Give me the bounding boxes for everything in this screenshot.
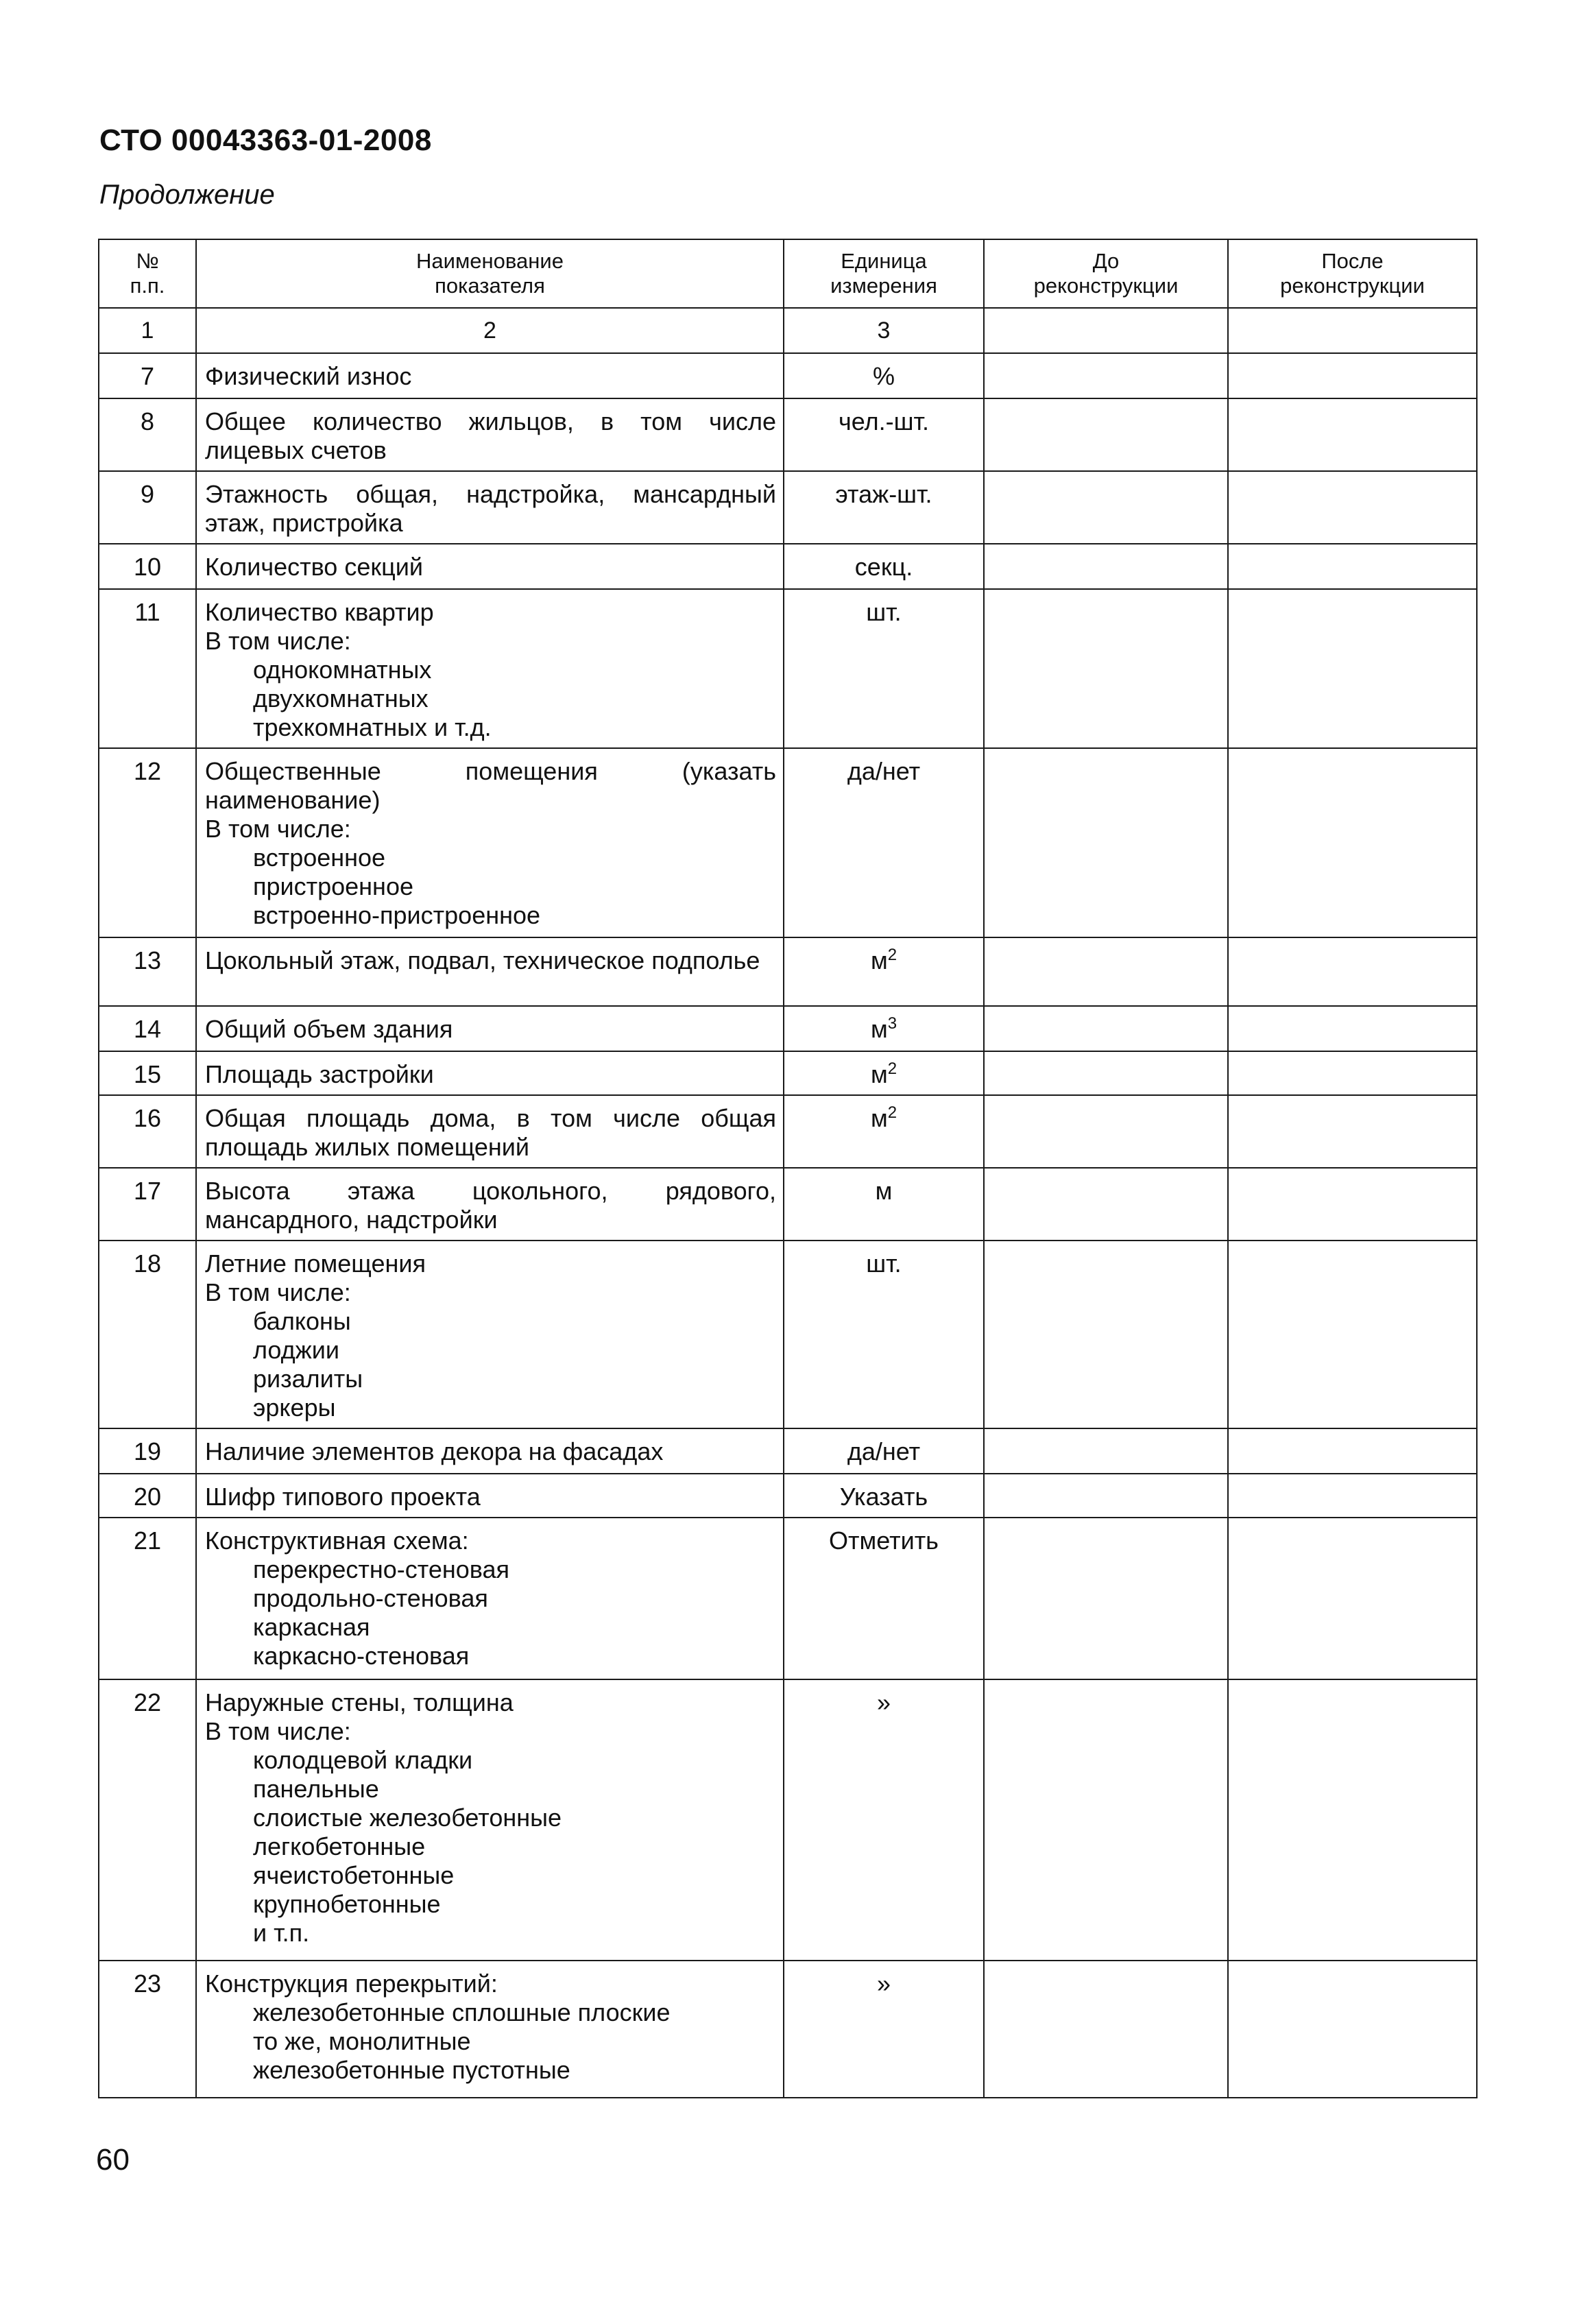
header-indicator-name: Наименование показателя (196, 239, 784, 308)
row-number: 11 (99, 589, 196, 748)
row-unit (784, 398, 984, 471)
unit-text: » (876, 1688, 891, 1716)
indicator-text: Конструкция перекрытий: (205, 1969, 498, 1998)
row-unit (784, 353, 984, 398)
row-unit (784, 1474, 984, 1518)
row-indicator-name (196, 353, 784, 398)
indicator-text: Физический износ (205, 362, 412, 390)
row-number: 22 (99, 1679, 196, 1961)
row-unit (784, 544, 984, 589)
sub-item: легкобетонные (253, 1832, 426, 1860)
value-before-reconstruction (984, 1474, 1228, 1518)
value-before-reconstruction (984, 398, 1228, 471)
unit-exponent: 2 (887, 1059, 897, 1078)
sub-item: то же, монолитные (253, 2027, 471, 2055)
unit-text: Отметить (829, 1526, 939, 1555)
table-row (99, 937, 1477, 1006)
value-before-reconstruction (984, 1518, 1228, 1679)
sub-item: двухкомнатных (253, 684, 429, 712)
row-unit (784, 589, 984, 748)
row-indicator-name (196, 1095, 784, 1168)
unit-text: м (870, 946, 888, 974)
unit-text: м (870, 1104, 888, 1132)
header-after-reconstruction: После реконструкции (1228, 239, 1477, 308)
sub-item: встроенно-пристроенное (253, 901, 541, 929)
value-after-reconstruction (1228, 353, 1477, 398)
value-after-reconstruction (1228, 1241, 1477, 1428)
column-number: 3 (784, 308, 984, 353)
sub-item: перекрестно-стеновая (253, 1555, 509, 1583)
value-after-reconstruction (1228, 748, 1477, 937)
continuation-label: Продолжение (99, 180, 275, 210)
sub-item: железобетонные пустотные (253, 2056, 570, 2084)
value-before-reconstruction (984, 353, 1228, 398)
sub-item: панельные (253, 1775, 379, 1803)
table-row (99, 398, 1477, 471)
indicator-text: Общий объем здания (205, 1015, 453, 1043)
row-number: 19 (99, 1428, 196, 1474)
sub-item: эркеры (253, 1393, 336, 1422)
unit-text: чел.-шт. (839, 407, 929, 435)
unit-text: да/нет (847, 1437, 921, 1465)
header-number: № п.п. (99, 239, 196, 308)
row-unit (784, 748, 984, 937)
value-after-reconstruction (1228, 471, 1477, 544)
row-indicator-name (196, 471, 784, 544)
row-indicator-name (196, 1051, 784, 1095)
table-row (99, 1428, 1477, 1474)
unit-text: шт. (866, 598, 902, 626)
row-number: 13 (99, 937, 196, 1006)
column-number (1228, 308, 1477, 353)
value-after-reconstruction (1228, 1679, 1477, 1961)
sub-item: слоистые железобетонные (253, 1804, 562, 1832)
sub-item: каркасная (253, 1613, 370, 1641)
row-indicator-name (196, 589, 784, 748)
row-unit (784, 1679, 984, 1961)
indicator-text: Общественные помещения (указать наименование) В том числе: (205, 757, 776, 843)
sub-item: однокомнатных (253, 656, 432, 684)
row-indicator-name (196, 544, 784, 589)
table-row (99, 1168, 1477, 1241)
row-indicator-name (196, 937, 784, 1006)
unit-text: м (875, 1177, 893, 1205)
indicator-text: Общее количество жильцов, в том числе лицевых счетов (205, 407, 776, 464)
row-number: 7 (99, 353, 196, 398)
value-after-reconstruction (1228, 937, 1477, 1006)
value-before-reconstruction (984, 1241, 1228, 1428)
value-after-reconstruction (1228, 1006, 1477, 1051)
row-number: 23 (99, 1961, 196, 2098)
unit-text: этаж-шт. (835, 480, 932, 508)
sub-item: железобетонные сплошные плоские (253, 1998, 671, 2026)
row-unit (784, 1168, 984, 1241)
indicator-text: Летние помещения В том числе: (205, 1249, 426, 1306)
indicator-text: Цокольный этаж, подвал, техническое подполье (205, 946, 760, 974)
value-before-reconstruction (984, 1679, 1228, 1961)
value-before-reconstruction (984, 937, 1228, 1006)
indicator-text: Общая площадь дома, в том числе общая площадь жилых помещений (205, 1104, 776, 1161)
row-number: 10 (99, 544, 196, 589)
unit-text: секц. (854, 553, 913, 581)
indicator-text: Площадь застройки (205, 1060, 434, 1088)
row-unit (784, 1961, 984, 2098)
table-row (99, 589, 1477, 748)
row-unit (784, 1051, 984, 1095)
row-number: 21 (99, 1518, 196, 1679)
row-indicator-name (196, 1006, 784, 1051)
indicator-text: Наружные стены, толщина В том числе: (205, 1688, 514, 1745)
row-number: 20 (99, 1474, 196, 1518)
row-unit (784, 471, 984, 544)
table-body (99, 353, 1477, 2098)
indicator-text: Конструктивная схема: (205, 1526, 469, 1555)
sub-item: пристроенное (253, 872, 413, 900)
value-after-reconstruction (1228, 1474, 1477, 1518)
value-before-reconstruction (984, 1095, 1228, 1168)
table-row (99, 1241, 1477, 1428)
value-before-reconstruction (984, 1051, 1228, 1095)
row-indicator-name (196, 1961, 784, 2098)
unit-text: да/нет (847, 757, 921, 785)
row-indicator-name (196, 1518, 784, 1679)
value-after-reconstruction (1228, 1095, 1477, 1168)
sub-item: ячеистобетонные (253, 1861, 455, 1889)
table-row (99, 1518, 1477, 1679)
row-number: 12 (99, 748, 196, 937)
value-after-reconstruction (1228, 589, 1477, 748)
value-before-reconstruction (984, 1961, 1228, 2098)
row-indicator-name (196, 1241, 784, 1428)
value-before-reconstruction (984, 1168, 1228, 1241)
value-after-reconstruction (1228, 1428, 1477, 1474)
row-indicator-name (196, 1168, 784, 1241)
sub-item: ризалиты (253, 1365, 363, 1393)
unit-exponent: 2 (887, 946, 897, 964)
value-after-reconstruction (1228, 544, 1477, 589)
unit-text: Указать (839, 1483, 928, 1511)
value-after-reconstruction (1228, 1961, 1477, 2098)
header-before-reconstruction: До реконструкции (984, 239, 1228, 308)
row-number: 9 (99, 471, 196, 544)
row-unit (784, 1006, 984, 1051)
indicator-text: Наличие элементов декора на фасадах (205, 1437, 664, 1465)
table-row (99, 1474, 1477, 1518)
table-row (99, 544, 1477, 589)
value-before-reconstruction (984, 589, 1228, 748)
row-unit (784, 1095, 984, 1168)
row-unit (784, 1241, 984, 1428)
row-unit (784, 937, 984, 1006)
unit-text: % (872, 362, 895, 390)
sub-item: и т.п. (253, 1919, 310, 1947)
unit-exponent: 2 (887, 1103, 897, 1122)
row-unit (784, 1518, 984, 1679)
indicator-text: Этажность общая, надстройка, мансардный этаж, пристройка (205, 480, 776, 537)
row-number: 15 (99, 1051, 196, 1095)
sub-item: встроенное (253, 843, 386, 872)
table-row (99, 1051, 1477, 1095)
table-row (99, 748, 1477, 937)
indicator-text: Шифр типового проекта (205, 1483, 481, 1511)
row-indicator-name (196, 1474, 784, 1518)
sub-item: колодцевой кладки (253, 1746, 473, 1774)
value-after-reconstruction (1228, 398, 1477, 471)
row-number: 17 (99, 1168, 196, 1241)
row-indicator-name (196, 748, 784, 937)
value-before-reconstruction (984, 1006, 1228, 1051)
indicator-text: Количество квартир В том числе: (205, 598, 434, 655)
value-after-reconstruction (1228, 1168, 1477, 1241)
value-after-reconstruction (1228, 1051, 1477, 1095)
sub-item: балконы (253, 1307, 351, 1335)
value-before-reconstruction (984, 1428, 1228, 1474)
header-unit: Единица измерения (784, 239, 984, 308)
table-row (99, 1095, 1477, 1168)
row-number: 18 (99, 1241, 196, 1428)
sub-item: трехкомнатных и т.д. (253, 713, 492, 741)
table-row (99, 1961, 1477, 2098)
value-before-reconstruction (984, 471, 1228, 544)
sub-item: каркасно-стеновая (253, 1642, 470, 1670)
value-after-reconstruction (1228, 1518, 1477, 1679)
unit-text: м (870, 1015, 888, 1043)
page-number: 60 (96, 2143, 130, 2177)
column-number: 1 (99, 308, 196, 353)
unit-text: м (870, 1060, 888, 1088)
value-before-reconstruction (984, 748, 1228, 937)
row-unit (784, 1428, 984, 1474)
specification-table (98, 239, 1478, 2098)
column-number (984, 308, 1228, 353)
row-number: 8 (99, 398, 196, 471)
row-number: 14 (99, 1006, 196, 1051)
row-indicator-name (196, 1679, 784, 1961)
table-row (99, 1679, 1477, 1961)
document-code: СТО 00043363-01-2008 (99, 123, 432, 157)
indicator-text: Количество секций (205, 553, 423, 581)
sub-item: лоджии (253, 1336, 339, 1364)
table-header-row (99, 239, 1477, 308)
table-row (99, 353, 1477, 398)
value-before-reconstruction (984, 544, 1228, 589)
table-row (99, 1006, 1477, 1051)
column-number-row (99, 308, 1477, 353)
unit-text: » (876, 1969, 891, 1998)
unit-text: шт. (866, 1249, 902, 1278)
sub-item: продольно-стеновая (253, 1584, 488, 1612)
unit-exponent: 3 (887, 1014, 897, 1033)
row-indicator-name (196, 1428, 784, 1474)
table-row (99, 471, 1477, 544)
row-indicator-name (196, 398, 784, 471)
sub-item: крупнобетонные (253, 1890, 441, 1918)
column-number: 2 (196, 308, 784, 353)
row-number: 16 (99, 1095, 196, 1168)
indicator-text: Высота этажа цокольного, рядового, мансардного, надстройки (205, 1177, 776, 1234)
